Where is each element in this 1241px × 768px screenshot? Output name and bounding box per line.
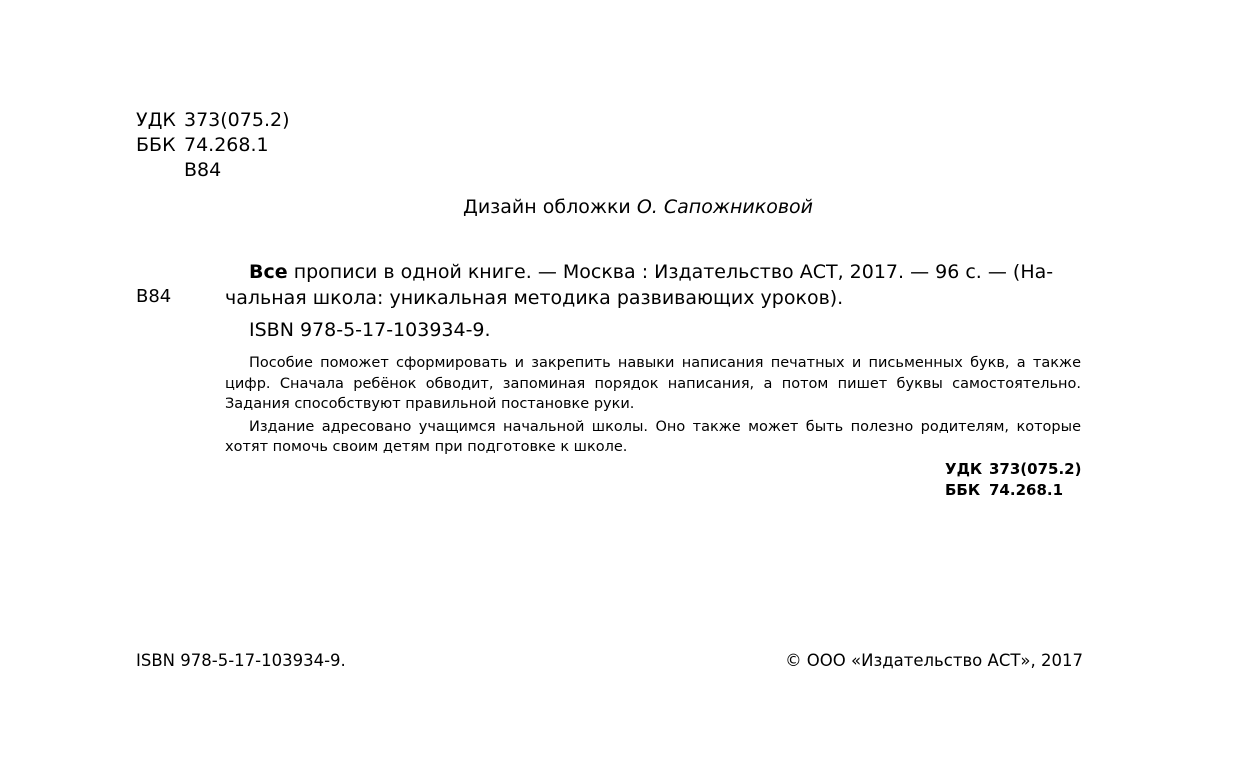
- annotation-paragraph-2: Издание адресовано учащимся начальной школы. Оно также может быть полезно родителям, которые хотят помочь своим детям при подготовке к школе.: [225, 418, 1081, 455]
- catalog-entry-line1-rest: прописи в одной книге. — Москва : Издательство АСТ, 2017. — 96 с. — (На-: [293, 261, 1054, 283]
- copyright-notice: © ООО «Издательство АСТ», 2017: [785, 651, 1083, 670]
- cover-designer-name: О. Сапожниковой: [636, 196, 813, 218]
- catalog-author-mark: В84: [136, 286, 172, 307]
- bbk-row: [136, 133, 289, 158]
- bbk-label: ББК: [136, 134, 176, 156]
- udk-row: [136, 108, 289, 133]
- catalog-isbn: ISBN 978-5-17-103934-9.: [249, 319, 491, 341]
- footer-isbn: ISBN 978-5-17-103934-9.: [136, 651, 346, 670]
- annotation-udk-row: [945, 459, 1081, 480]
- author-mark-row: [136, 158, 289, 183]
- catalog-entry-line2: чальная школа: уникальная методика развивающих уроков).: [225, 287, 844, 309]
- catalog-entry: [225, 259, 1082, 311]
- annotation-udk-value: 373(075.2): [989, 460, 1082, 478]
- annotation-codes: [945, 459, 1081, 501]
- udk-label: УДК: [136, 109, 176, 131]
- catalog-entry-line1: [225, 259, 1082, 285]
- bbk-value: 74.268.1: [184, 134, 269, 156]
- annotation-bbk-row: [945, 480, 1081, 501]
- annotation-bbk-value: 74.268.1: [989, 481, 1064, 499]
- author-mark: В84: [184, 159, 222, 181]
- cover-design-credit: [0, 196, 1241, 218]
- udk-value: 373(075.2): [184, 109, 290, 131]
- annotation: [225, 353, 1081, 460]
- annotation-paragraph-1: Пособие поможет сформировать и закрепить навыки написания печатных и письменных букв, а также цифр. Сначала ребёнок обводит, запоминая порядок написания, а потом пишет буквы самостоятельно. Задания способствуют правильной постановке руки.: [225, 355, 1081, 412]
- annotation-udk-label: УДК: [945, 460, 983, 478]
- annotation-bbk-label: ББК: [945, 481, 981, 499]
- book-title-bold: Все: [249, 261, 288, 283]
- classification-codes: [136, 108, 289, 183]
- cover-design-prefix: Дизайн обложки: [462, 196, 631, 218]
